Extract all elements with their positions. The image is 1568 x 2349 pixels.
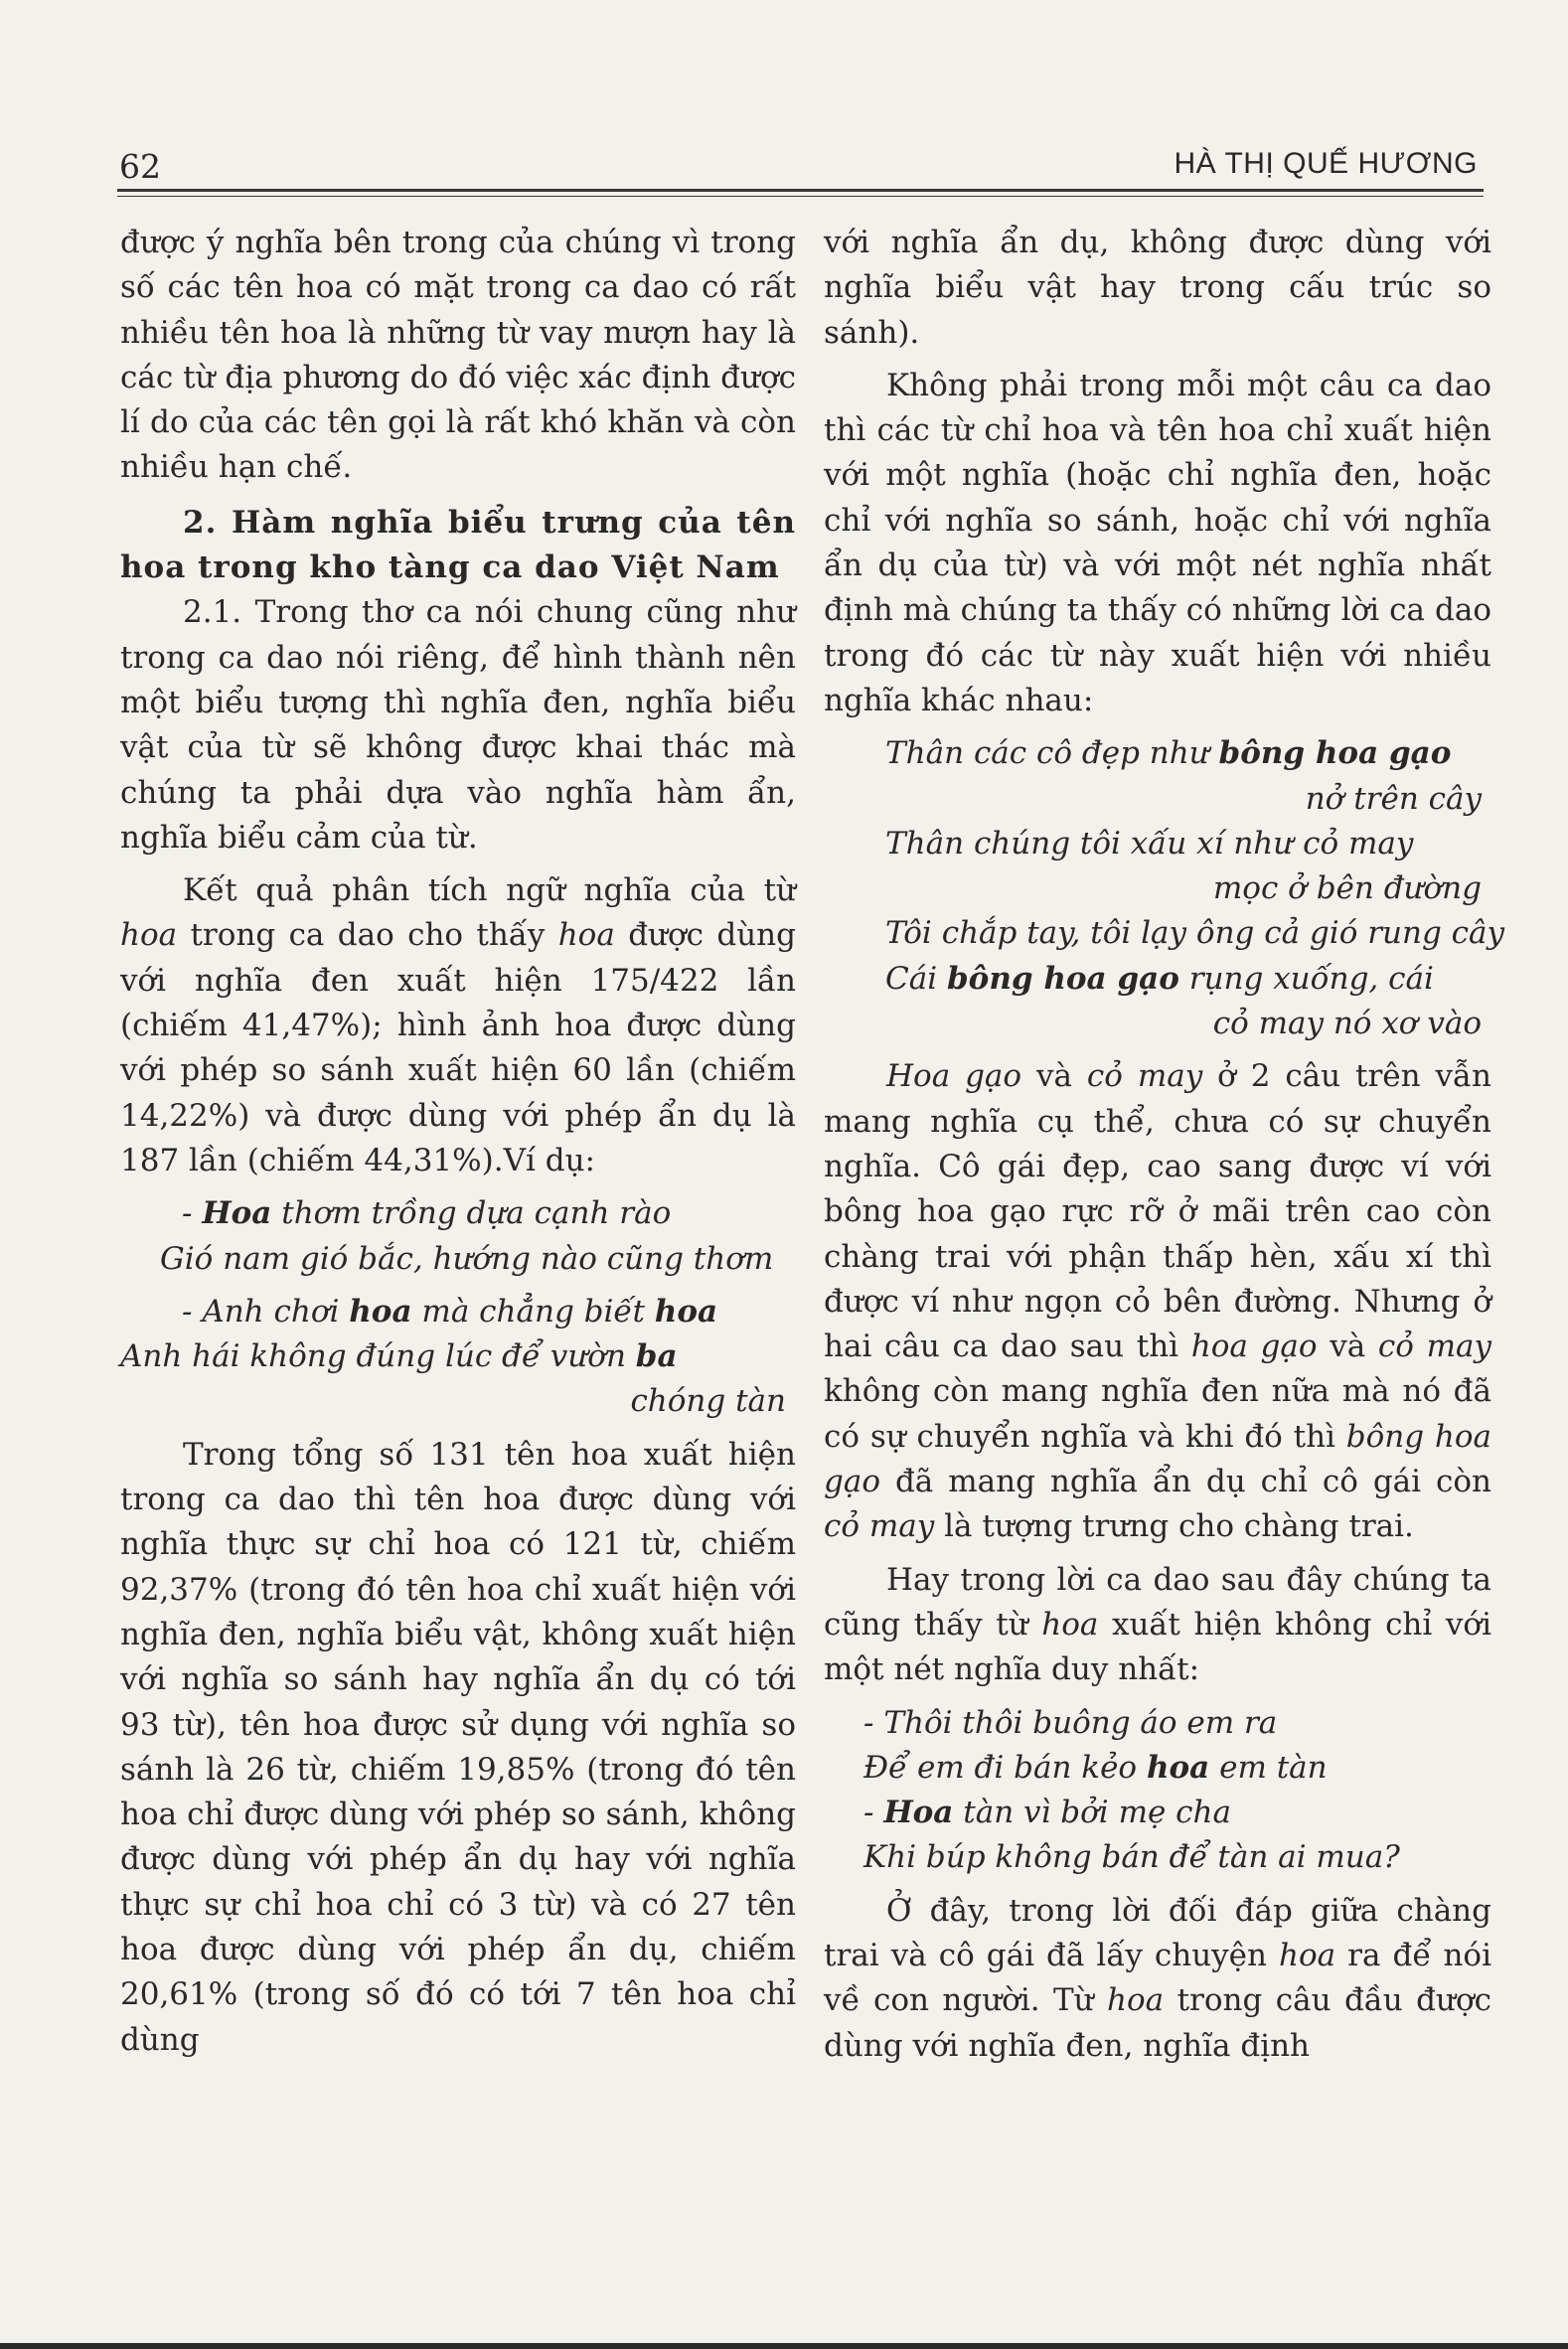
verse-line: Cái bông hoa gạo rụng xuống, cái (885, 960, 1434, 997)
verse-line: cỏ may nó xơ vào (1212, 1006, 1482, 1042)
header-rule-thin (117, 196, 1484, 197)
verse-block (824, 731, 1505, 1046)
verse-line: Khi búp không bán để tàn ai mua? (863, 1839, 1400, 1876)
verse-line: - Thôi thôi buông áo em ra (863, 1704, 1278, 1741)
verse-block (824, 1701, 1491, 1881)
verse-line: - Hoa tàn vì bởi mẹ cha (863, 1795, 1231, 1831)
paragraph: được ý nghĩa bên trong của chúng vì trong số các tên hoa có mặt trong ca dao có rất nhiều tên hoa là những từ vay mượn hay là các từ địa phương do đó việc xác định được lí do của các tên gọi là rất khó khăn và còn nhiều hạn chế. (120, 225, 796, 486)
page-header (119, 139, 1484, 187)
verse-line: Thân các cô đẹp như bông hoa gạo (885, 735, 1452, 772)
scan-edge (0, 2343, 1568, 2349)
paragraph: với nghĩa ẩn dụ, không được dùng với nghĩa biểu vật hay trong cấu trúc so sánh). (824, 225, 1491, 351)
paragraph: Trong tổng số 131 tên hoa xuất hiện trong ca dao thì tên hoa được dùng với nghĩa thực sự chỉ hoa có 121 từ, chiếm 92,37% (trong đó tên hoa chỉ xuất hiện với nghĩa đen, nghĩa biểu vật, không xuất hiện với nghĩa so sánh hay nghĩa ẩn dụ có tới 93 từ), tên hoa được sử dụng với nghĩa so sánh là 26 từ, chiếm 19,85% (trong đó tên hoa chỉ được dùng với phép so sánh, không được dùng với phép ẩn dụ hay với nghĩa thực sự chỉ hoa chỉ có 3 từ) và có 27 tên hoa được dùng với phép ẩn dụ, chiếm 20,61% (trong số đó có tới 7 tên hoa chỉ dùng (120, 1436, 796, 2058)
right-column (824, 221, 1505, 2069)
paragraph: Không phải trong mỗi một câu ca dao thì các từ chỉ hoa và tên hoa chỉ xuất hiện với một nghĩa (hoặc chỉ nghĩa đen, hoặc chỉ với nghĩa so sánh, hoặc chỉ với nghĩa ẩn dụ của từ) và với một nét nghĩa nhất định mà chúng ta thấy có những lời ca dao trong đó các từ này xuất hiện với nhiều nghĩa khác nhau: (824, 367, 1491, 718)
paragraph: Kết quả phân tích ngữ nghĩa của từ hoa trong ca dao cho thấy hoa được dùng với nghĩa đen xuất hiện 175/422 lần (chiếm 41,47%); hình ảnh hoa được dùng với phép so sánh xuất hiện 60 lần (chiếm 14,22%) và được dùng với phép ẩn dụ là 187 lần (chiếm 44,31%).Ví dụ: (120, 872, 796, 1178)
verse-line: nở trên cây (1305, 780, 1482, 817)
verse-line: Gió nam gió bắc, hướng nào cũng thơm (160, 1240, 774, 1277)
section-heading: 2. Hàm nghĩa biểu trưng của tên hoa trong kho tàng ca dao Việt Nam (120, 504, 796, 586)
verse-line: - Anh chơi hoa mà chẳng biết hoa (182, 1293, 718, 1330)
verse-line: Thân chúng tôi xấu xí như cỏ may (885, 825, 1414, 861)
verse-line: Tôi chắp tay, tôi lạy ông cả gió rung cây (885, 915, 1505, 952)
verse-line: Anh hái không đúng lúc để vườn ba (120, 1338, 678, 1375)
page-number: 62 (119, 147, 161, 186)
verse-line: chóng tàn (630, 1383, 786, 1420)
verse-block (120, 1191, 796, 1282)
header-rule-thick (117, 189, 1484, 192)
verse-line: mọc ở bên đường (1212, 870, 1482, 907)
paragraph: 2.1. Trong thơ ca nói chung cũng như trong ca dao nói riêng, để hình thành nên một biểu tượng thì nghĩa đen, nghĩa biểu vật của từ sẽ không được khai thác mà chúng ta phải dựa vào nghĩa hàm ẩn, nghĩa biểu cảm của từ. (120, 594, 796, 856)
running-head-author: HÀ THỊ QUẾ HƯƠNG (1174, 147, 1478, 180)
verse-line: - Hoa thơm trồng dựa cạnh rào (182, 1195, 672, 1232)
verse-line: Để em đi bán kẻo hoa em tàn (863, 1749, 1328, 1786)
paragraph: Hoa gạo và cỏ may ở 2 câu trên vẫn mang nghĩa cụ thể, chưa có sự chuyển nghĩa. Cô gái đẹp, cao sang được ví với bông hoa gạo rực rỡ ở mãi trên cao còn chàng trai với phận thấp hèn, xấu xí thì được ví như ngọn cỏ bên đường. Nhưng ở hai câu ca dao sau thì hoa gạo và cỏ may không còn mang nghĩa đen nữa mà nó đã có sự chuyển nghĩa và khi đó thì bông hoa gạo đã mang nghĩa ẩn dụ chỉ cô gái còn cỏ may là tượng trưng cho chàng trai. (824, 1058, 1491, 1545)
paragraph: Hay trong lời ca dao sau đây chúng ta cũng thấy từ hoa xuất hiện không chỉ với một nét nghĩa duy nhất: (824, 1561, 1491, 1688)
left-column (120, 221, 796, 2063)
paragraph: Ở đây, trong lời đối đáp giữa chàng trai và cô gái đã lấy chuyện hoa ra để nói về con người. Từ hoa trong câu đầu được dùng với nghĩa đen, nghĩa định (824, 1892, 1491, 2064)
verse-block (120, 1290, 796, 1425)
